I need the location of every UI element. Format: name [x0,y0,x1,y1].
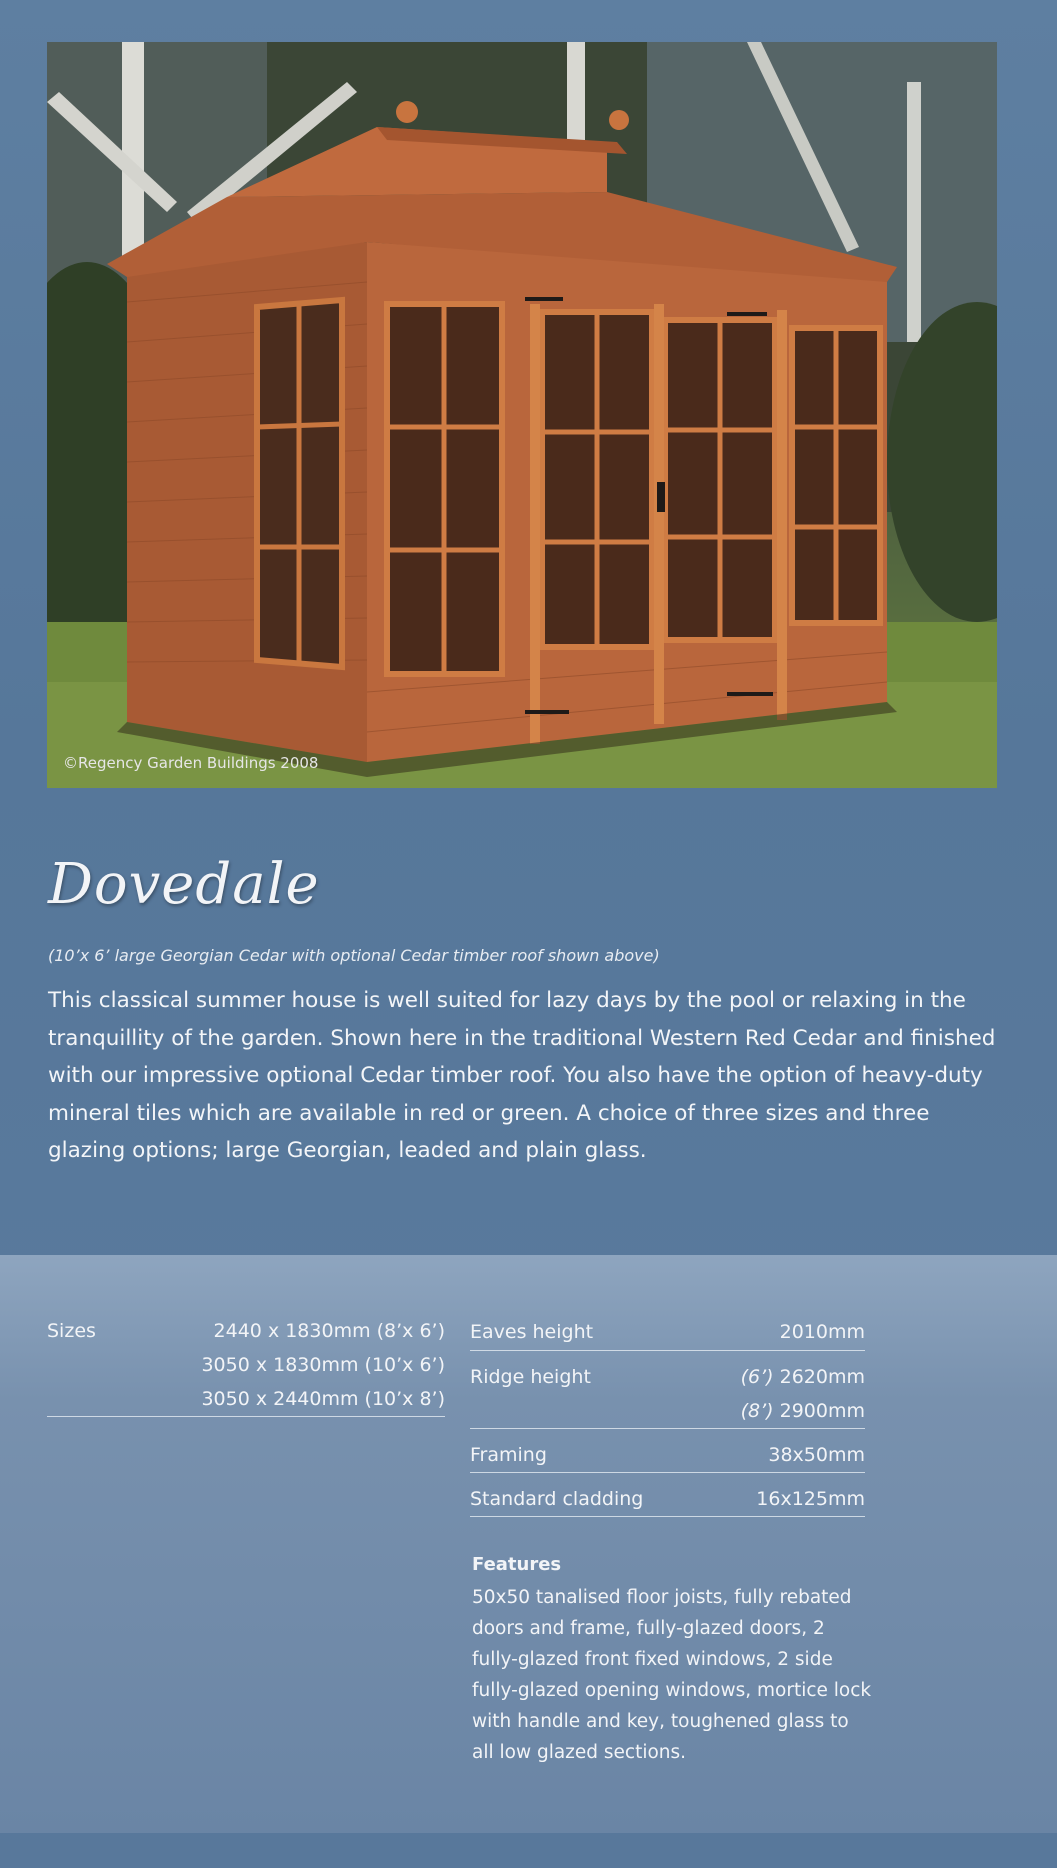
product-title: Dovedale [48,852,320,917]
product-subtitle: (10’x 6’ large Georgian Cedar with optional Cedar timber roof shown above) [48,946,660,965]
cladding-divider [470,1516,865,1517]
summer-house-illustration [47,42,997,788]
size-option-3: 3050 x 2440mm (10’x 8’) [201,1388,445,1410]
ridge-height-value-8ft: (8’) 2900mm [740,1400,865,1422]
features-title: Features [472,1554,562,1575]
product-description: This classical summer house is well suited for lazy days by the pool or relaxing in the tranquillity of the garden. Shown here in the traditional Western Red Cedar and finished with our impressive optional Cedar timber roof. You also have the option of heavy-duty mineral tiles which are available in red or green. A choice of three sizes and three glazing options; large Georgian, leaded and plain glass. [48,988,996,1163]
product-photo [47,42,997,788]
bottom-band [0,1833,1057,1868]
eaves-divider [470,1350,865,1351]
ridge-height-label: Ridge height [470,1366,591,1388]
framing-divider [470,1472,865,1473]
size-option-2: 3050 x 1830mm (10’x 6’) [201,1354,445,1376]
framing-value: 38x50mm [768,1444,865,1466]
features-text: 50x50 tanalised floor joists, fully rebated doors and frame, fully-glazed doors, 2 fully-glazed front fixed windows, 2 side fully-glazed opening windows, mortice lock with handle and key, toughened glass to all low glazed sections. [472,1587,872,1763]
ridge-height-value-6ft: (6’) 2620mm [740,1366,865,1388]
framing-label: Framing [470,1444,547,1466]
eaves-height-value: 2010mm [779,1321,865,1343]
size-option-1: 2440 x 1830mm (8’x 6’) [213,1320,445,1342]
sizes-label: Sizes [47,1320,96,1342]
cladding-value: 16x125mm [756,1488,865,1510]
eaves-height-label: Eaves height [470,1321,594,1343]
photo-copyright: ©Regency Garden Buildings 2008 [63,754,319,772]
sizes-divider [47,1416,445,1417]
cladding-label: Standard cladding [470,1488,644,1510]
ridge-divider [470,1428,865,1429]
